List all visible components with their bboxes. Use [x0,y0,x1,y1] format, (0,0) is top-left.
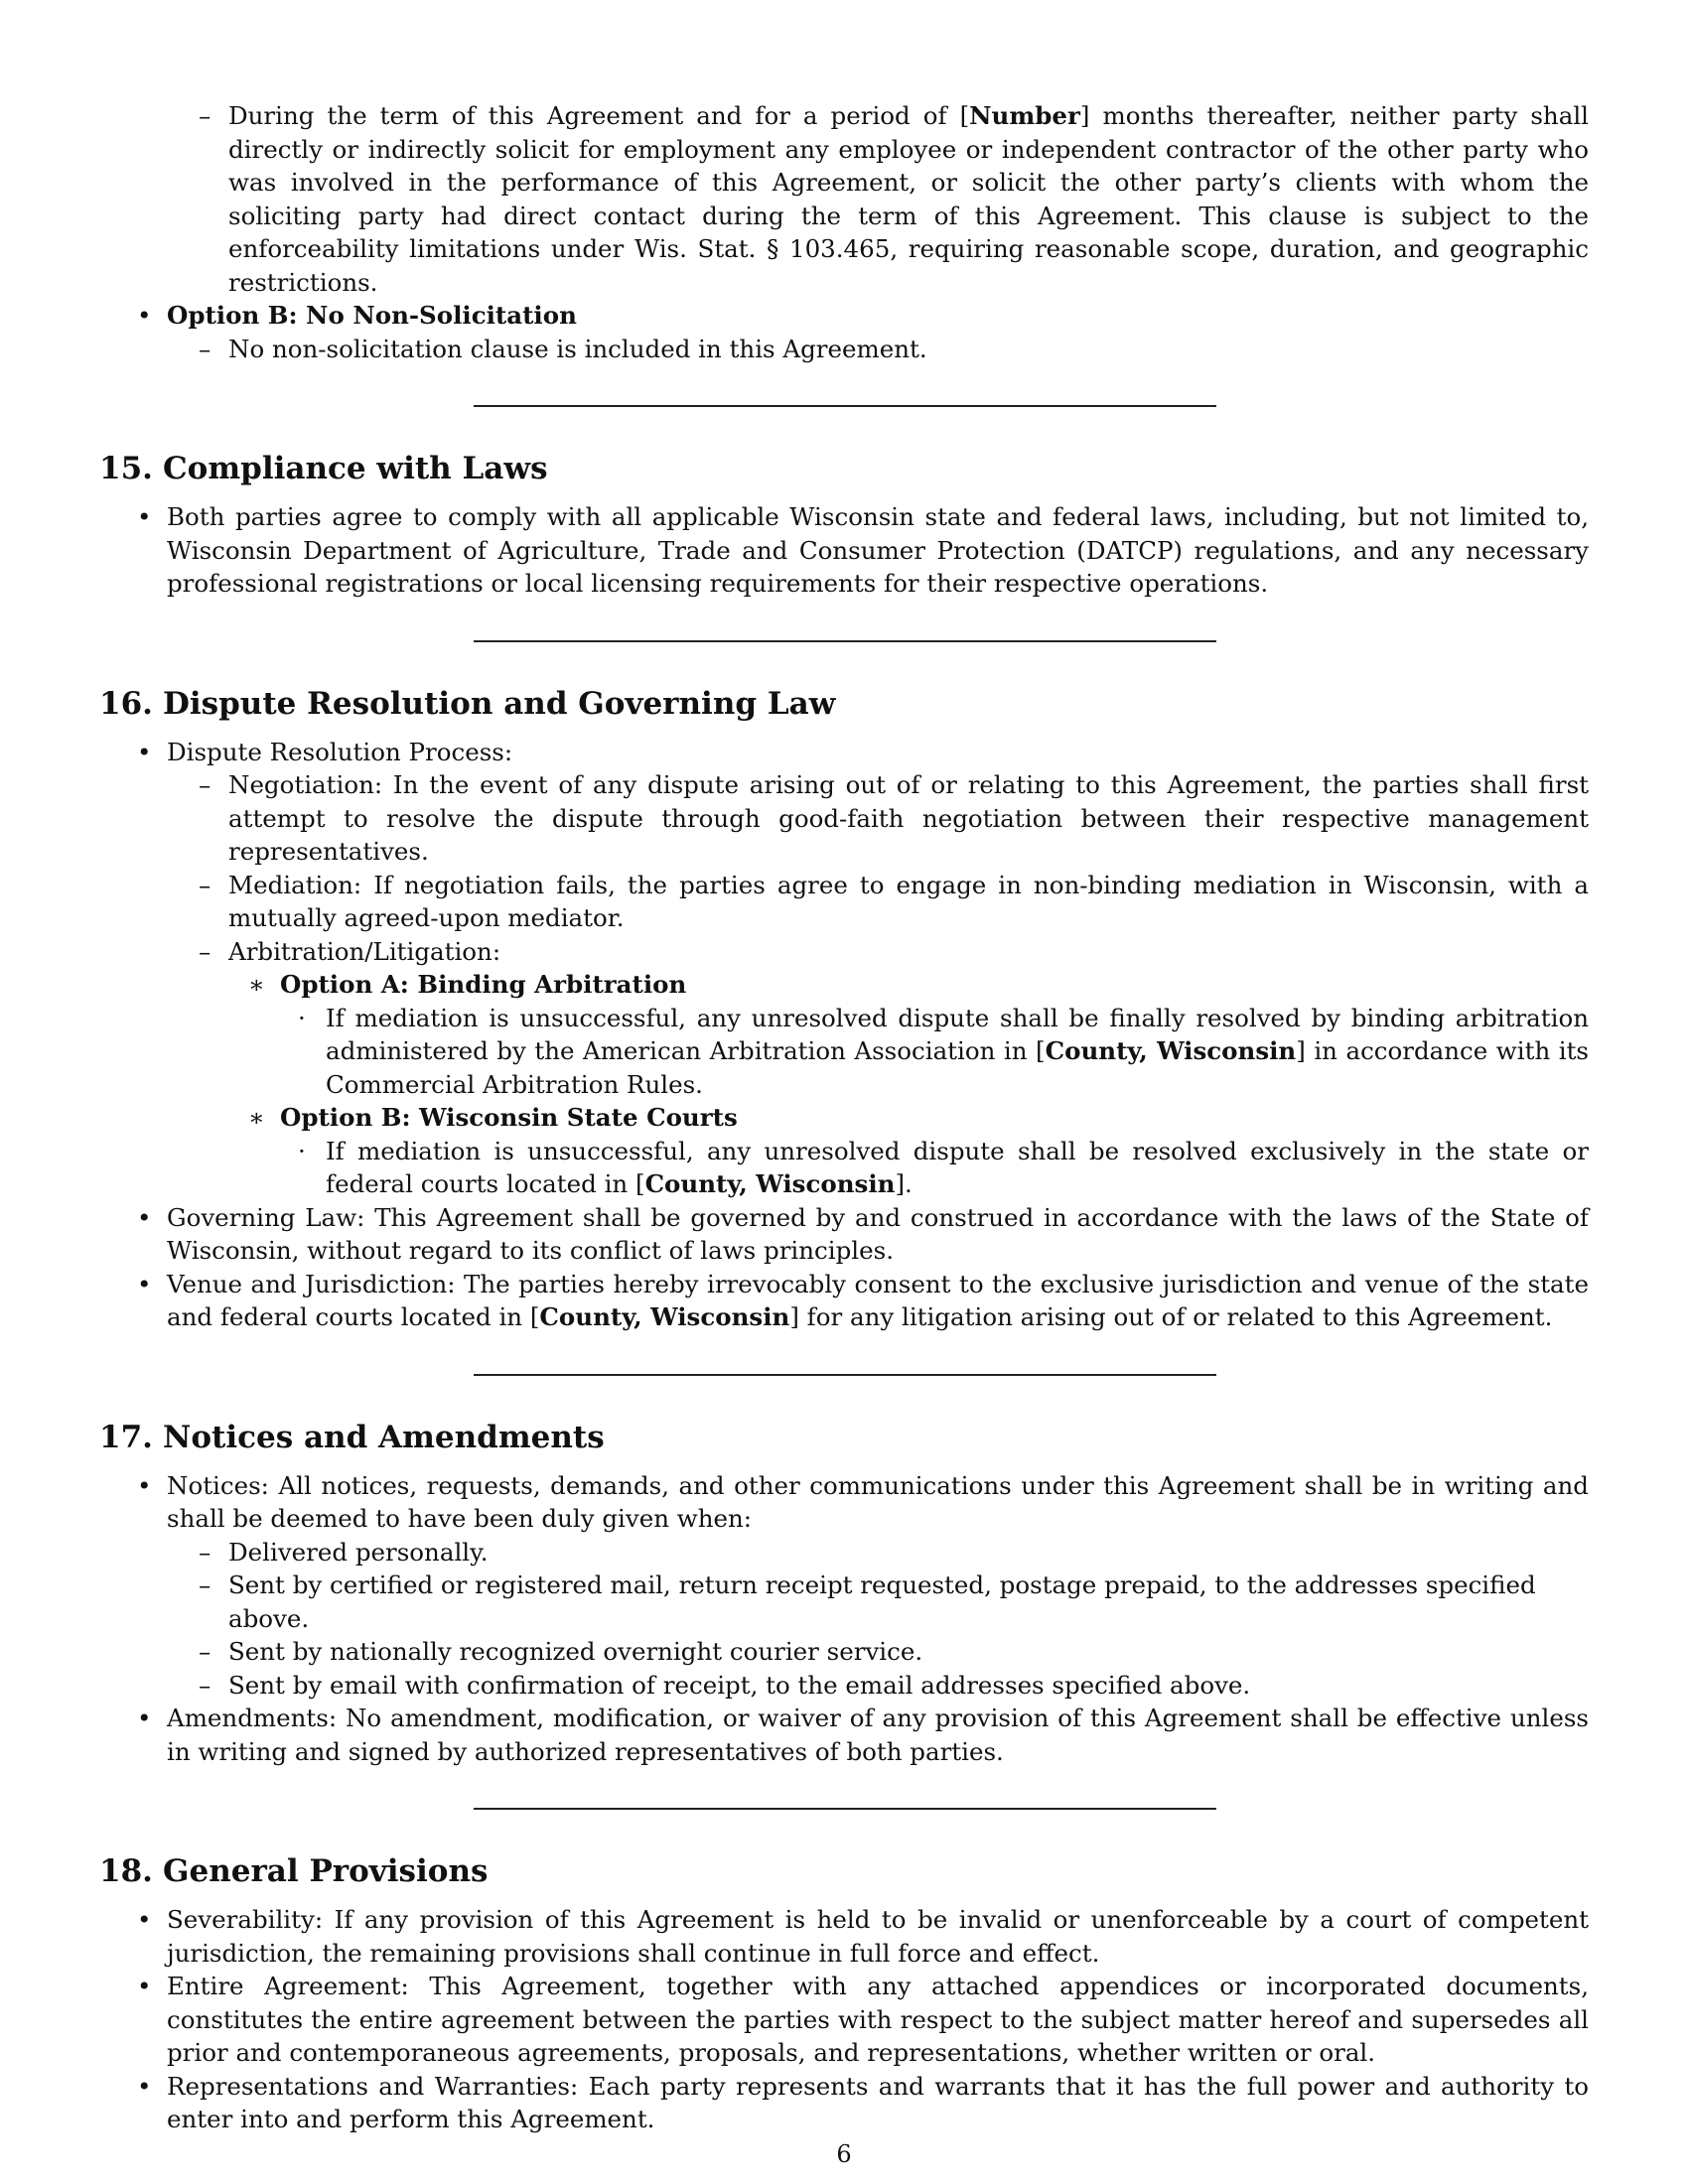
placeholder-county: County, Wisconsin [539,1302,790,1331]
s18-severability: • Severability: If any provision of this Agreement is held to be invalid or unenforceable by a court of competent jurisdiction, the remaining provisions shall continue in full force and effect. [137,1905,1589,1968]
s15-compliance-item: • Both parties agree to comply with all applicable Wisconsin state and federal laws, including, but not limited to, Wisconsin Department of Agriculture, Trade and Consumer Protection (DATCP) regulations, and any necessary professional registrations or local licensing requirements for their respective operations. [137,502,1589,598]
s18-entire-agreement: • Entire Agreement: This Agreement, together with any attached appendices or incorporated documents, constitutes the entire agreement between the parties with respect to the subject matter hereof and supersedes all prior and contemporaneous agreements, proposals, and representations, whether written or oral. [137,1972,1589,2067]
page-number: 6 [836,2140,852,2168]
dash-marker: – [199,1570,211,1599]
dash-marker: – [199,1537,211,1567]
dash-marker: – [199,101,211,130]
s16-negotiation: – Negotiation: In the event of any dispute arising out of or relating to this Agreement, the parties shall first attempt to resolve the dispute through good-faith negotiation between their respective management representatives. [199,770,1589,866]
section-16-heading: 16. Dispute Resolution and Governing Law [99,685,836,722]
dash-marker: – [199,770,211,799]
dash-marker: – [199,936,211,966]
placeholder-county: County, Wisconsin [644,1169,896,1198]
s16-governing-law: • Governing Law: This Agreement shall be governed by and construed in accordance with the laws of the State of Wisconsin, without regard to its conflict of laws principles. [137,1202,1589,1265]
placeholder-number: Number [969,101,1080,130]
page-body [99,99,1589,2136]
dot-marker: · [298,1003,306,1032]
s16-option-b: ∗ Option B: Wisconsin State Courts [280,1101,1589,1135]
s16-option-a: ∗ Option A: Binding Arbitration [280,968,1589,1002]
s17-notices: • Notices: All notices, requests, demands, and other communications under this Agreement shall be in writing and shall be deemed to have been duly given when: [137,1470,1589,1533]
s17-method: – Sent by email with confirmation of receipt, to the email addresses specified above. [228,1669,1589,1703]
placeholder-county: County, Wisconsin [1045,1036,1297,1065]
s16-mediation: – Mediation: If negotiation fails, the parties agree to engage in non-binding mediation in Wisconsin, with a mutually agreed-upon mediator. [199,870,1589,932]
section-divider [474,1374,1216,1376]
s16-process-label: • Dispute Resolution Process: [167,736,1589,769]
s16-option-b-text: · If mediation is unsuccessful, any unresolved dispute shall be resolved exclusively in the state or federal courts located in [County, Wisconsin]. [298,1136,1589,1198]
bullet-marker: • [137,301,152,330]
bullet-marker: • [137,502,152,531]
bullet-marker: • [137,1202,152,1232]
s16-option-a-text: · If mediation is unsuccessful, any unresolved dispute shall be finally resolved by binding arbitration administered by the American Arbitration Association in [County, Wisconsin] in accordance with its Commercial Arbitration Rules. [298,1003,1589,1099]
s16-arbitration-label: – Arbitration/Litigation: [228,935,1589,969]
asterisk-marker: ∗ [248,1103,265,1132]
bullet-marker: • [137,737,152,766]
dash-marker: – [199,1670,211,1700]
bullet-marker: • [137,1972,152,2000]
bullet-marker: • [137,1470,152,1500]
section-18-heading: 18. General Provisions [99,1853,489,1889]
s16-venue: • Venue and Jurisdiction: The parties hereby irrevocably consent to the exclusive jurisdiction and venue of the state and federal courts located in [County, Wisconsin] for any litigation arising out of or related to this Agreement. [137,1269,1589,1331]
section-divider [474,640,1216,642]
bullet-marker: • [137,2071,152,2101]
s17-method: – Sent by nationally recognized overnight courier service. [228,1635,1589,1669]
s17-amendments: • Amendments: No amendment, modification, or waiver of any provision of this Agreement shall be effective unless in writing and signed by authorized representatives of both parties. [137,1704,1589,1766]
section-15-heading: 15. Compliance with Laws [99,451,548,486]
bullet-marker: • [137,1905,152,1934]
dash-marker: – [199,334,211,363]
nonsolicit-option-b-text: – No non-solicitation clause is included in this Agreement. [228,333,1589,366]
dash-marker: – [199,1637,211,1666]
section-divider [474,405,1216,407]
asterisk-marker: ∗ [248,970,265,999]
nonsolicit-option-b: • Option B: No Non-Solicitation [167,299,1589,333]
bullet-marker: • [137,1269,152,1298]
s17-method: – Sent by certified or registered mail, return receipt requested, postage prepaid, to the addresses specified above. [199,1570,1536,1633]
dot-marker: · [298,1136,306,1165]
s18-representations: • Representations and Warranties: Each party represents and warrants that it has the full power and authority to enter into and perform this Agreement. [137,2071,1589,2133]
nonsolicit-option-a-text: – During the term of this Agreement and for a period of [Number] months thereafter, neither party shall directly or indirectly solicit for employment any employee or independent contractor of the other party who was involved in the performance of this Agreement, or solicit the other party’s clients with whom the soliciting party had direct contact during the term of this Agreement. This clause is subject to the enforceability limitations under Wis. Stat. § 103.465, requiring reasonable scope, duration, and geographic restrictions. [199,101,1589,297]
bullet-marker: • [137,1704,152,1732]
dash-marker: – [199,870,211,899]
section-17-heading: 17. Notices and Amendments [99,1419,605,1455]
s17-method: – Delivered personally. [228,1536,1589,1570]
section-divider [474,1808,1216,1810]
